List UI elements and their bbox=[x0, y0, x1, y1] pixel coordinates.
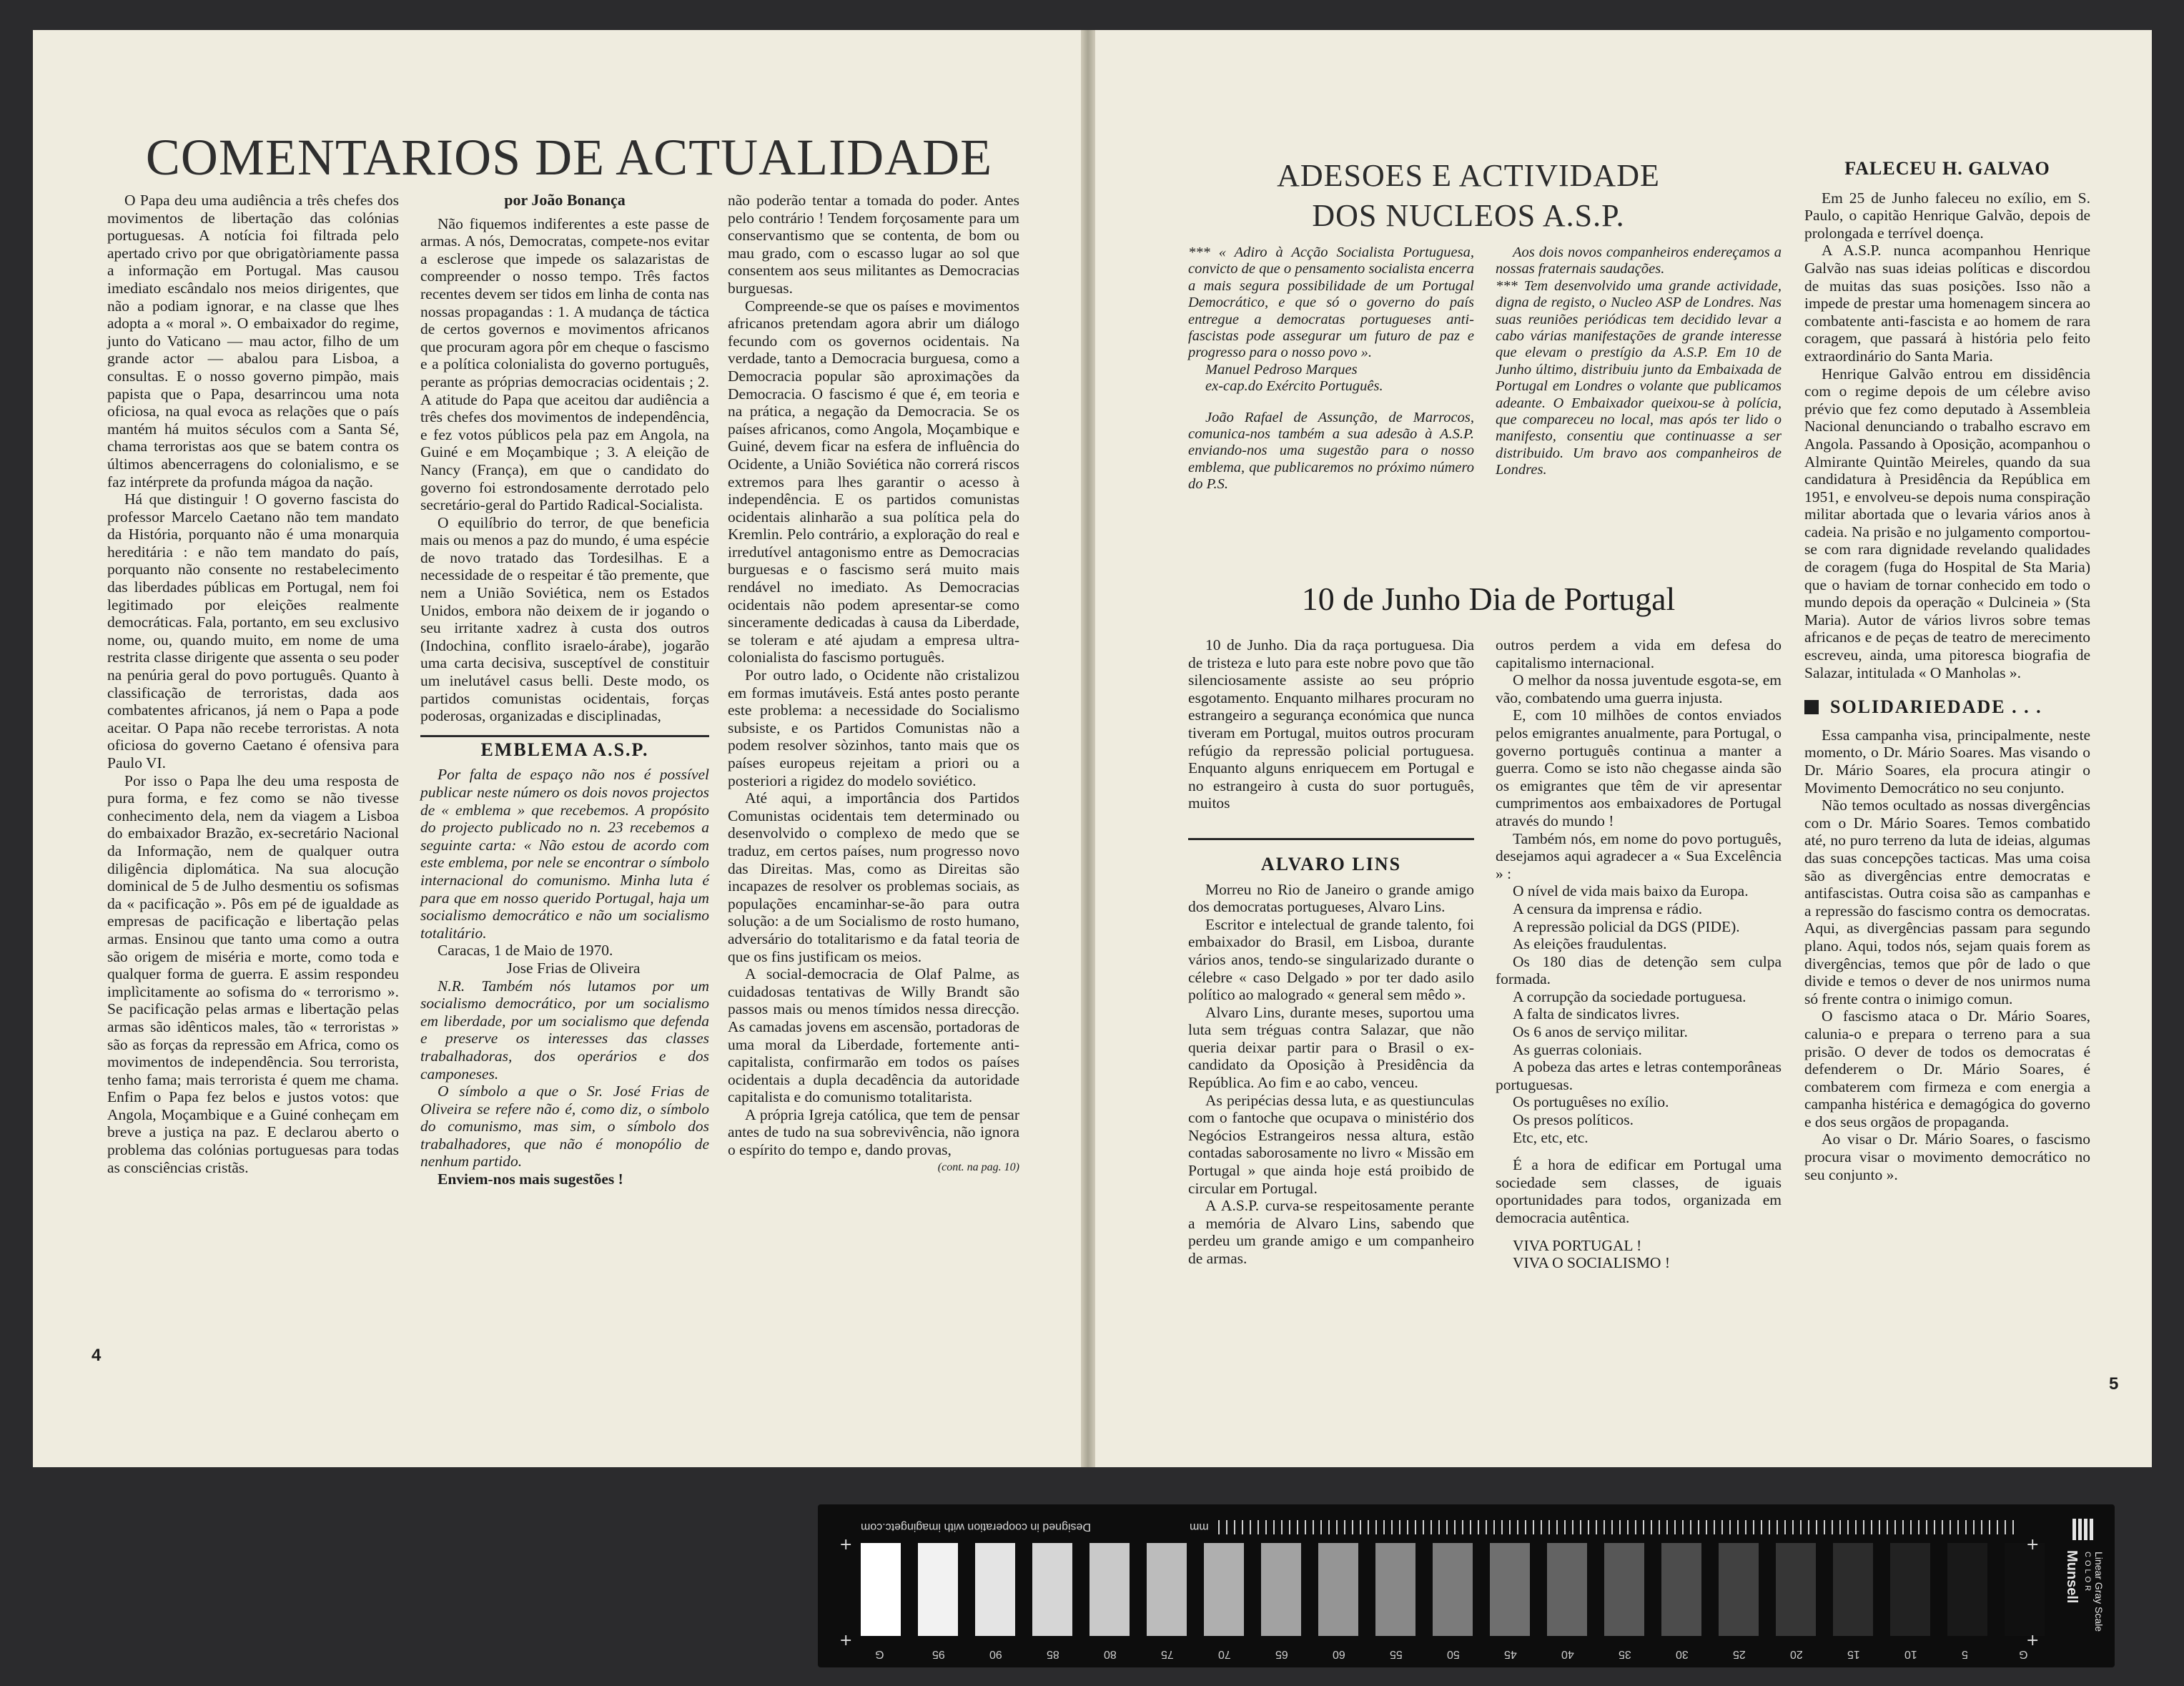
continued-note: (cont. na pag. 10) bbox=[937, 1160, 1019, 1173]
gray-patch bbox=[1604, 1543, 1644, 1636]
letter-signature: Jose Frias de Oliveira bbox=[506, 959, 641, 977]
mm-ruler bbox=[1218, 1520, 2019, 1534]
adesoes-column-1 bbox=[1188, 245, 1474, 493]
paragraph: O fascismo ataca o Dr. Mário Soares, calunia-o e prepara o terreno para a sua prisão. O dever de todos os democratas é defenderem o Dr. Mário Soares, é combaterem com firmeza e com energia a campanha histérica e demagógica do governo e dos seus orgãos de propaganda. bbox=[1804, 1007, 2090, 1130]
gray-patch bbox=[1547, 1543, 1587, 1636]
title-line: ADESOES E ACTIVIDADE bbox=[1277, 158, 1660, 193]
gray-patch bbox=[1490, 1543, 1530, 1636]
gray-patch bbox=[1890, 1543, 1930, 1636]
gray-patch-label: 80 bbox=[1104, 1648, 1117, 1660]
paragraph: 10 de Junho. Dia da raça portuguesa. Dia de tristeza e luto para este nobre povo que tão silenciosamente assiste ao seu próprio esgotamento. Enquanto milhares procuram no estrangeiro a segurança económica que nunca tiveram em Portugal, muitos outros procuram refúgio da repressão policial portuguesa. Enquanto alguns enriquecem em Portugal e no estrangeiro à custa do suor português, muitos bbox=[1188, 636, 1474, 812]
paragraph: A social-democracia de Olaf Palme, as cuidadosas tentativas de Willy Brandt são passos mais ou menos tímidos nessa direcção. As camadas jovens em ascensão, portadoras de uma moral da Liberdade, fortemente anti-capitalista, confirmarão em todos os países ocidentais a dupla decadência da autoridade capitalista e do comunismo totalitarista. bbox=[728, 965, 1019, 1106]
page-number: 4 bbox=[92, 1346, 102, 1365]
paragraph: E, com 10 milhões de contos enviados pelos emigrantes anualmente, para Portugal, o governo português continua a manter a guerra. Como se isto não chegasse ainda são os emigrantes que têm de vir apresentar cumprimentos aos embaixadores de Portugal através do mundo ! bbox=[1496, 706, 1782, 829]
munsell-logo-icon bbox=[2072, 1519, 2094, 1540]
left-page bbox=[33, 30, 1081, 1467]
galvao-column bbox=[1804, 156, 2090, 1183]
divider bbox=[1188, 838, 1474, 840]
divider bbox=[420, 735, 709, 737]
gray-patch-label: 10 bbox=[1904, 1648, 1917, 1660]
brand-sub: COLOR bbox=[2083, 1552, 2092, 1594]
letter-place-date: Caracas, 1 de Maio de 1970. bbox=[438, 942, 613, 960]
gray-patch bbox=[2005, 1543, 2045, 1636]
paragraph: Ao visar o Dr. Mário Soares, o fascismo procura visar o movimento democrático no seu conjunto ». bbox=[1804, 1130, 2090, 1183]
closing-line: Enviem-nos mais sugestões ! bbox=[438, 1170, 623, 1188]
paragraph: Não temos ocultado as nossas divergências com o Dr. Mário Soares. Temos combatido até, no puro terreno da luta de ideias, algumas das suas concepções tacticas. Mas uma coisa são as divergências entre democratas e antifascistas. Outra coisa são as campanhas e a repressão do fascismo contra os democratas. Aqui, as divergências passam para segundo plano. Aqui, todos nós, sejam quais forem as divergências, temos que pôr de lado o que divide e temos o dever de nos unirmos numa só frente contra o inimigo comun. bbox=[1804, 797, 2090, 1007]
gray-patch-label: 60 bbox=[1333, 1648, 1345, 1660]
section-heading-solidariedade bbox=[1804, 696, 2090, 718]
gray-patch bbox=[1089, 1543, 1130, 1636]
gray-scale-card bbox=[818, 1504, 2115, 1667]
paragraph: Alvaro Lins, durante meses, suportou uma luta sem tréguas contra Salazar, que não queria deixar partir para o Brasil o ex-candidato da Oposição à Presidência da República. Ao fim e ao cabo, venceu. bbox=[1188, 1003, 1474, 1092]
paragraph: O símbolo a que o Sr. José Frias de Oliveira se refere não é, como diz, o símbolo do comunismo, mas sim, o símbolo dos trabalhadores, que não é monopólio de nenhum partido. bbox=[420, 1083, 709, 1170]
list-item: A repressão policial da DGS (PIDE). bbox=[1513, 917, 1740, 935]
gray-patch-label: 90 bbox=[989, 1648, 1002, 1660]
list-item: Os portuguêses no exílio. bbox=[1513, 1093, 1669, 1111]
gray-patch-label: 30 bbox=[1676, 1648, 1689, 1660]
gray-patch-label: 85 bbox=[1047, 1648, 1059, 1660]
paragraph: não poderão tentar a tomada do poder. Antes pelo contrário ! Tendem forçosamente para um conservantismo que se contenta, de bom ou mau grado, com o escasso lugar ao sol que consentem aos seus militantes as Democracias burguesas. bbox=[728, 192, 1019, 297]
paragraph: Morreu no Rio de Janeiro o grande amigo dos democratas portugueses, Alvaro Lins. bbox=[1188, 880, 1474, 916]
list-item: Os 6 anos de serviço militar. bbox=[1513, 1023, 1688, 1041]
heading-text: SOLIDARIEDADE . . . bbox=[1830, 696, 2042, 718]
signer-role: ex-cap.do Exército Português. bbox=[1205, 378, 1383, 395]
paragraph: *** « Adiro à Acção Socialista Portuguesa, convicto de que o pensamento socialista encerra a mais segura possibilidade de um Portugal Democrático, e que só o governo do país entregue a democratas portugueses anti-fascistas pode assegurar um futuro de paz e progresso para o nosso povo ». bbox=[1188, 245, 1474, 361]
paragraph: A A.S.P. nunca acompanhou Henrique Galvão nas suas ideias políticas e discordou de muitas das suas posições. Isso não a impede de prestar uma homenagem sincera ao combatente anti-fascista e ao homem de rara coragem, que passará à história pelo feito extraordinário do Santa Maria. bbox=[1804, 242, 2090, 365]
brand-name: Munsell bbox=[2064, 1550, 2080, 1604]
gray-patch-label: 5 bbox=[1962, 1648, 1968, 1660]
paragraph: Henrique Galvão entrou em dissidência com o regime depois de um célebre aviso prévio que fez como deputado à Assembleia Nacional denunciando o trabalho escravo em Angola. Passando à Oposição, acompanhou o Almirante Quintão Meireles, quando da sua candidatura à Presidência da República em 1951, e envolveu-se depois numa conspiração militar abortada que o levaria vários anos à cadeia. Na prisão e no julgamento comportou-se com rara dignidade revelando qualidades de coragem (fuga do Hospital de Sta Maria) que o haviam de tornar conhecido em todo o mundo depois da operação « Dulcineia » (Sta Maria). Autor de vários livros sobre temas africanos e de peças de teatro de merecimento escreveu, ainda, uma pitoresca biografia de Salazar, intitulada « O Manholas ». bbox=[1804, 365, 2090, 681]
gray-patch-label: 50 bbox=[1447, 1648, 1460, 1660]
gray-patch-label: 35 bbox=[1619, 1648, 1631, 1660]
section-title-adesoes bbox=[1261, 156, 1676, 236]
list-item: A censura da imprensa e rádio. bbox=[1513, 899, 1703, 917]
june-column-2 bbox=[1496, 636, 1782, 1272]
gray-patch-label: 20 bbox=[1790, 1648, 1803, 1660]
right-page bbox=[1095, 30, 2152, 1467]
section-title-june: 10 de Junho Dia de Portugal bbox=[1301, 581, 1676, 617]
paragraph: Em 25 de Junho faleceu no exílio, em S. Paulo, o capitão Henrique Galvão, depois de prolongada e terrível doença. bbox=[1804, 189, 2090, 242]
slogan: VIVA O SOCIALISMO ! bbox=[1513, 1254, 1670, 1272]
list-item: Etc, etc, etc. bbox=[1513, 1128, 1588, 1146]
paragraph: Por falta de espaço não nos é possível publicar neste número os dois novos projectos de « emblema » que recebemos. A propósito do projecto publicado no n. 23 recebemos a seguinte carta: « Não estou de acordo com este emblema, por nele se encontrar o símbolo internacional do comunismo. Minha luta é para que em nosso querido Portugal, haja um socialismo democrático e não um socialismo totalitário. bbox=[420, 766, 709, 942]
gray-patch bbox=[1032, 1543, 1072, 1636]
paragraph: Há que distinguir ! O governo fascista do professor Marcelo Caetano não tem mandato da História, porquanto não é uma monarquia hereditária : e não tem mandato do país, porquanto não consente no restabelecimento das liberdades públicas em Portugal, nem foi legitimado por eleições realmente democráticas. Fala, portanto, em seu exclusivo nome, ou, quando muito, em nome de uma restrita classe dirigente que assenta o seu poder na penúria geral do povo português. Quanto à classificação de terroristas, dada aos combatentes africanos, já nem o Papa a pode aceitar. O Papa não recebe terroristas. A nota oficiosa do governo Caetano é ofensiva para Paulo VI. bbox=[107, 490, 399, 771]
list-item: Os 180 dias de detenção sem culpa formada. bbox=[1496, 952, 1782, 988]
list-item: O nível de vida mais baixo da Europa. bbox=[1513, 882, 1749, 900]
byline: por João Bonança bbox=[504, 191, 626, 209]
gray-patch bbox=[975, 1543, 1015, 1636]
paragraph: O melhor da nossa juventude esgota-se, em vão, combatendo uma guerra injusta. bbox=[1496, 671, 1782, 706]
paragraph: Essa campanha visa, principalmente, neste momento, o Dr. Mário Soares. Mas visando o Dr. Mário Soares, ela procura atingir o Movimento Democrático no seu conjunto. bbox=[1804, 726, 2090, 797]
section-heading-galvao: FALECEU H. GALVAO bbox=[1844, 158, 2050, 179]
gray-patch-label: 15 bbox=[1847, 1648, 1860, 1660]
paragraph: N.R. Também nós lutamos por um socialismo democrático, por um socialismo em liberdade, por um socialismo que defenda e preserve os interesses das classes trabalhadoras, dos operários e dos camponeses. bbox=[420, 977, 709, 1083]
gray-patch-label: 55 bbox=[1390, 1648, 1403, 1660]
list-item: As guerras coloniais. bbox=[1513, 1040, 1642, 1058]
page-number: 5 bbox=[2109, 1374, 2119, 1394]
gray-patch bbox=[1947, 1543, 1987, 1636]
page-title: COMENTARIOS DE ACTUALIDADE bbox=[145, 129, 993, 186]
paragraph: outros perdem a vida em defesa do capitalismo internacional. bbox=[1496, 636, 1782, 671]
title-line: DOS NUCLEOS A.S.P. bbox=[1312, 198, 1625, 233]
paragraph: Não fiquemos indiferentes a este passe de armas. A nós, Democratas, compete-nos evitar a esclerose que impede os salazaristas de compreender o nosso tempo. Três factos recentes devem ser tidos em linha de conta nas nossas propagandas : 1. A mudança de táctica de certos governos e movimentos africanos que procuram agora pôr em cheque o fascismo e a política colonialista do governo português, perante as próprias democracias ocidentais ; 2. A atitude do Papa que aceitou dar audiência a três chefes dos movimentos de independência, e fez votos públicos pela paz em Angola, na Guiné e em Moçambique ; 3. A eleição de Nancy (França), em que o candidato do governo foi estrondosamente derrotado pelo secretário-geral do Partido Radical-Socialista. bbox=[420, 215, 709, 514]
gray-patch-label: 45 bbox=[1504, 1648, 1517, 1660]
mm-label: mm bbox=[1190, 1521, 1209, 1533]
article-column-3 bbox=[728, 192, 1019, 1176]
gray-patch-label: G bbox=[2019, 1648, 2028, 1660]
paragraph: Por isso o Papa lhe deu uma resposta de pura forma, e fez como se não tivesse conhecimento dela, nem da viagem a Lisboa do embaixador Brazão, ex-secretário Nacional da Informação, nem de qualquer outra diligência diplomática. Na sua alocução dominical de 5 de Julho desmentiu os sofismas da « pacificação ». Pôs em pé de igualdade as empresas de pacificação e libertação pelas armas. Ensinou que tanto uma como a outra são origem de miséria e morte, como toda e qualquer forma de guerra. E assim respondeu implìcitamente ao sofisma do « terrorismo ». Se pacificação pelas armas e libertação pelas armas são idênticos males, tão « terroristas » são as forças da repressão em Africa, como os movimentos de independência. Sou terrorista, tenho fama; mais terrorista é quem me chama. Enfim o Papa fez belos e justos votos: que Angola, Moçambique e a Guiné conheçam em breve a justiça na paz. E declarou aberto o problema das colónias portuguesas para todas as consciências cristãs. bbox=[107, 771, 399, 1176]
article-column-1 bbox=[107, 192, 399, 1176]
scale-name: Linear Gray Scale bbox=[2093, 1552, 2105, 1632]
gray-patch bbox=[1719, 1543, 1759, 1636]
list-item: As eleições fraudulentas. bbox=[1513, 935, 1667, 953]
paragraph: Escritor e intelectual de grande talento, foi embaixador do Brasil, em Lisboa, durante vários anos, tendo-se singularizado durante o célebre « caso Delgado » por ter dado asilo político ao malogrado « general sem mêdo ». bbox=[1188, 915, 1474, 1004]
gray-patch bbox=[1318, 1543, 1358, 1636]
gray-patch-label: 95 bbox=[932, 1648, 945, 1660]
registration-mark: + bbox=[839, 1536, 853, 1554]
paragraph: A A.S.P. curva-se respeitosamente perante a memória de Alvaro Lins, sabendo que perdeu um grande amigo e um companheiro de armas. bbox=[1188, 1197, 1474, 1267]
paragraph: Por outro lado, o Ocidente não cristalizou em formas imutáveis. Está antes posto perante este problema: a necessidade do Socialismo subsiste, e os Partidos Comunistas não a podem resolver sòzinhos, tanto mais que os países europeus rejeitam a priori ou a posteriori a rigidez do modelo soviético. bbox=[728, 666, 1019, 789]
gray-patch bbox=[1261, 1543, 1301, 1636]
gray-patch bbox=[1375, 1543, 1415, 1636]
gray-patch-label: 70 bbox=[1218, 1648, 1231, 1660]
gray-patch-label: G bbox=[875, 1648, 884, 1660]
gray-patch bbox=[1147, 1543, 1187, 1636]
gray-patch-label: 75 bbox=[1161, 1648, 1174, 1660]
gray-patch-label: 25 bbox=[1733, 1648, 1746, 1660]
signer-name: Manuel Pedroso Marques bbox=[1205, 361, 1358, 378]
june-column-1 bbox=[1188, 636, 1474, 1268]
gray-patch-label: 65 bbox=[1275, 1648, 1288, 1660]
gray-patch bbox=[918, 1543, 958, 1636]
paragraph: Aos dois novos companheiros endereçamos a nossas fraternais saudações. bbox=[1496, 245, 1782, 277]
gray-patch bbox=[1661, 1543, 1701, 1636]
paragraph: Até aqui, a importância dos Partidos Comunistas ocidentais tem determinado ou desenvolvido o complexo de medo que se traduz, em certos países, num progresso novo das Direitas. Mas, como as Direitas são incapazes de resolver os problemas sociais, as populações encaminhar-se-ão para outra solução: a de um Socialismo de rosto humano, adversário do totalitarismo e da fatal teoria de que os fins justificam os meios. bbox=[728, 789, 1019, 965]
designed-credit: Designed in cooperation with imagingetc.com bbox=[861, 1521, 1091, 1533]
slogan: VIVA PORTUGAL ! bbox=[1513, 1236, 1642, 1254]
adesoes-column-2 bbox=[1496, 245, 1782, 479]
paragraph: Compreende-se que os países e movimentos africanos pretendam agora abrir um diálogo fecundo com os governos ocidentais. Na verdade, tanto a Democracia burguesa, como a Democracia popular são aproximações da Democracia. O fascismo é que é, em teoria e na prática, a negação da Democracia. Se os países africanos, como Angola, Moçambique e Guiné, devem ficar na esfera de influência do Ocidente, a União Soviética não correrá riscos extremos para lhes garantir o acesso à independência. E os partidos comunistas ocidentais alinharão a sua política pela do Kremlin. Pelo contrário, a exploração do real e irredutível antagonismo entre as Democracias burguesas e o fascismo será muito mais rendável no imediato. As Democracias ocidentais não podem apresentar-se como sinceramente dedicadas à causa da Liberdade, se toleram e até ajudam a empresa ultra-colonialista do fascismo português. bbox=[728, 297, 1019, 666]
spine-gutter bbox=[1081, 30, 1095, 1467]
list-item: A pobeza das artes e letras contemporâneas portuguesas. bbox=[1496, 1058, 1782, 1093]
paragraph: A própria Igreja católica, que tem de pensar antes de tudo na sua sobrevivência, não ignora o espírito do tempo e, dando provas, bbox=[728, 1105, 1019, 1159]
paragraph: As peripécias dessa luta, e as questiunculas com o fantoche que ocupava o ministério dos Negócios Estrangeiros nessa altura, estão contadas saborosamente no livro « Missão em Portugal » que ainda hoje está proibido de circular em Portugal. bbox=[1188, 1091, 1474, 1197]
paragraph: O Papa deu uma audiência a três chefes dos movimentos de libertação das colónias portuguesas. A notícia foi filtrada pelo apertado crivo por que obrigatòriamente passa a informação em Portugal. Mas causou imediato escândalo nos meios dirigentes, que não a podiam ignorar, e na classe que lhes adopta a « moral ». O embaixador do regime, junto do Vaticano — mau actor, filho de um grande actor — abalou para Lisboa, a consultas. E o nosso governo pimpão, mais papista que o Papa, desarrincou uma nota oficiosa, na qual evoca as relações que o país mantém há muitos séculos com a Santa Sé, chama terroristas aos que se batem contra os últimos abencerragens do colonialismo, e se faz intérprete da profunda mágoa da nação. bbox=[107, 192, 399, 490]
paragraph: *** Tem desenvolvido uma grande actividade, digna de registo, o Nucleo ASP de Londres. Nas suas reuniões periódicas tem decidido levar a cabo várias manifestações de grande interesse que elevam o prestígio da A.S.P. Em 10 de Junho último, distribuiu junto da Embaixada de Portugal em Londres o volante que publicamos adeante. O Embaixador queixou-se à polícia, que compareceu no local, mas após ter lido o manifesto, consentiu que continuasse a ser distribuido. Um bravo aos companheiros de Londres. bbox=[1496, 277, 1782, 478]
gray-patch bbox=[861, 1543, 901, 1636]
gray-patch-label: 40 bbox=[1561, 1648, 1574, 1660]
square-bullet-icon bbox=[1804, 700, 1819, 714]
list-item: A corrupção da sociedade portuguesa. bbox=[1513, 987, 1746, 1005]
paragraph: Também nós, em nome do povo português, desejamos aqui agradecer a « Sua Excelência » : bbox=[1496, 829, 1782, 882]
registration-mark: + bbox=[2026, 1632, 2040, 1650]
gray-patch bbox=[1776, 1543, 1816, 1636]
paragraph: João Rafael de Assunção, de Marrocos, comunica-nos também a sua adesão à A.S.P. enviando-nos uma sugestão para o nosso emblema, que publicaremos no próximo número do P.S. bbox=[1188, 409, 1474, 493]
paragraph: É a hora de edificar em Portugal uma sociedade sem classes, de iguais oportunidades para todos, organizada em democracia autêntica. bbox=[1496, 1156, 1782, 1226]
section-heading-emblema: EMBLEMA A.S.P. bbox=[480, 739, 649, 760]
list-item: A falta de sindicatos livres. bbox=[1513, 1005, 1680, 1023]
munsell-brand-block bbox=[2062, 1517, 2105, 1657]
gray-patch bbox=[1833, 1543, 1873, 1636]
registration-mark: + bbox=[2026, 1536, 2040, 1554]
gray-patch bbox=[1204, 1543, 1244, 1636]
list-item: Os presos políticos. bbox=[1513, 1111, 1634, 1129]
registration-mark: + bbox=[839, 1632, 853, 1650]
article-column-2 bbox=[420, 192, 709, 1188]
section-heading-lins: ALVARO LINS bbox=[1260, 853, 1402, 874]
gray-patch bbox=[1433, 1543, 1473, 1636]
paragraph: O equilíbrio do terror, de que beneficia mais ou menos a paz do mundo, é uma espécie de novo tratado das Tordesilhas. E a necessidade de o respeitar é tão premente, que nem a União Soviética, nem os Estados Unidos, embora não deixem de ir jogando o seu irritante xadrez à custa dos outros (Indochina, conflito israelo-árabe), jogarão uma carta decisiva, susceptível de constituir um inelutável casus belli. Deste modo, os partidos comunistas ocidentais, forças poderosas, organizadas e disciplinadas, bbox=[420, 513, 709, 725]
